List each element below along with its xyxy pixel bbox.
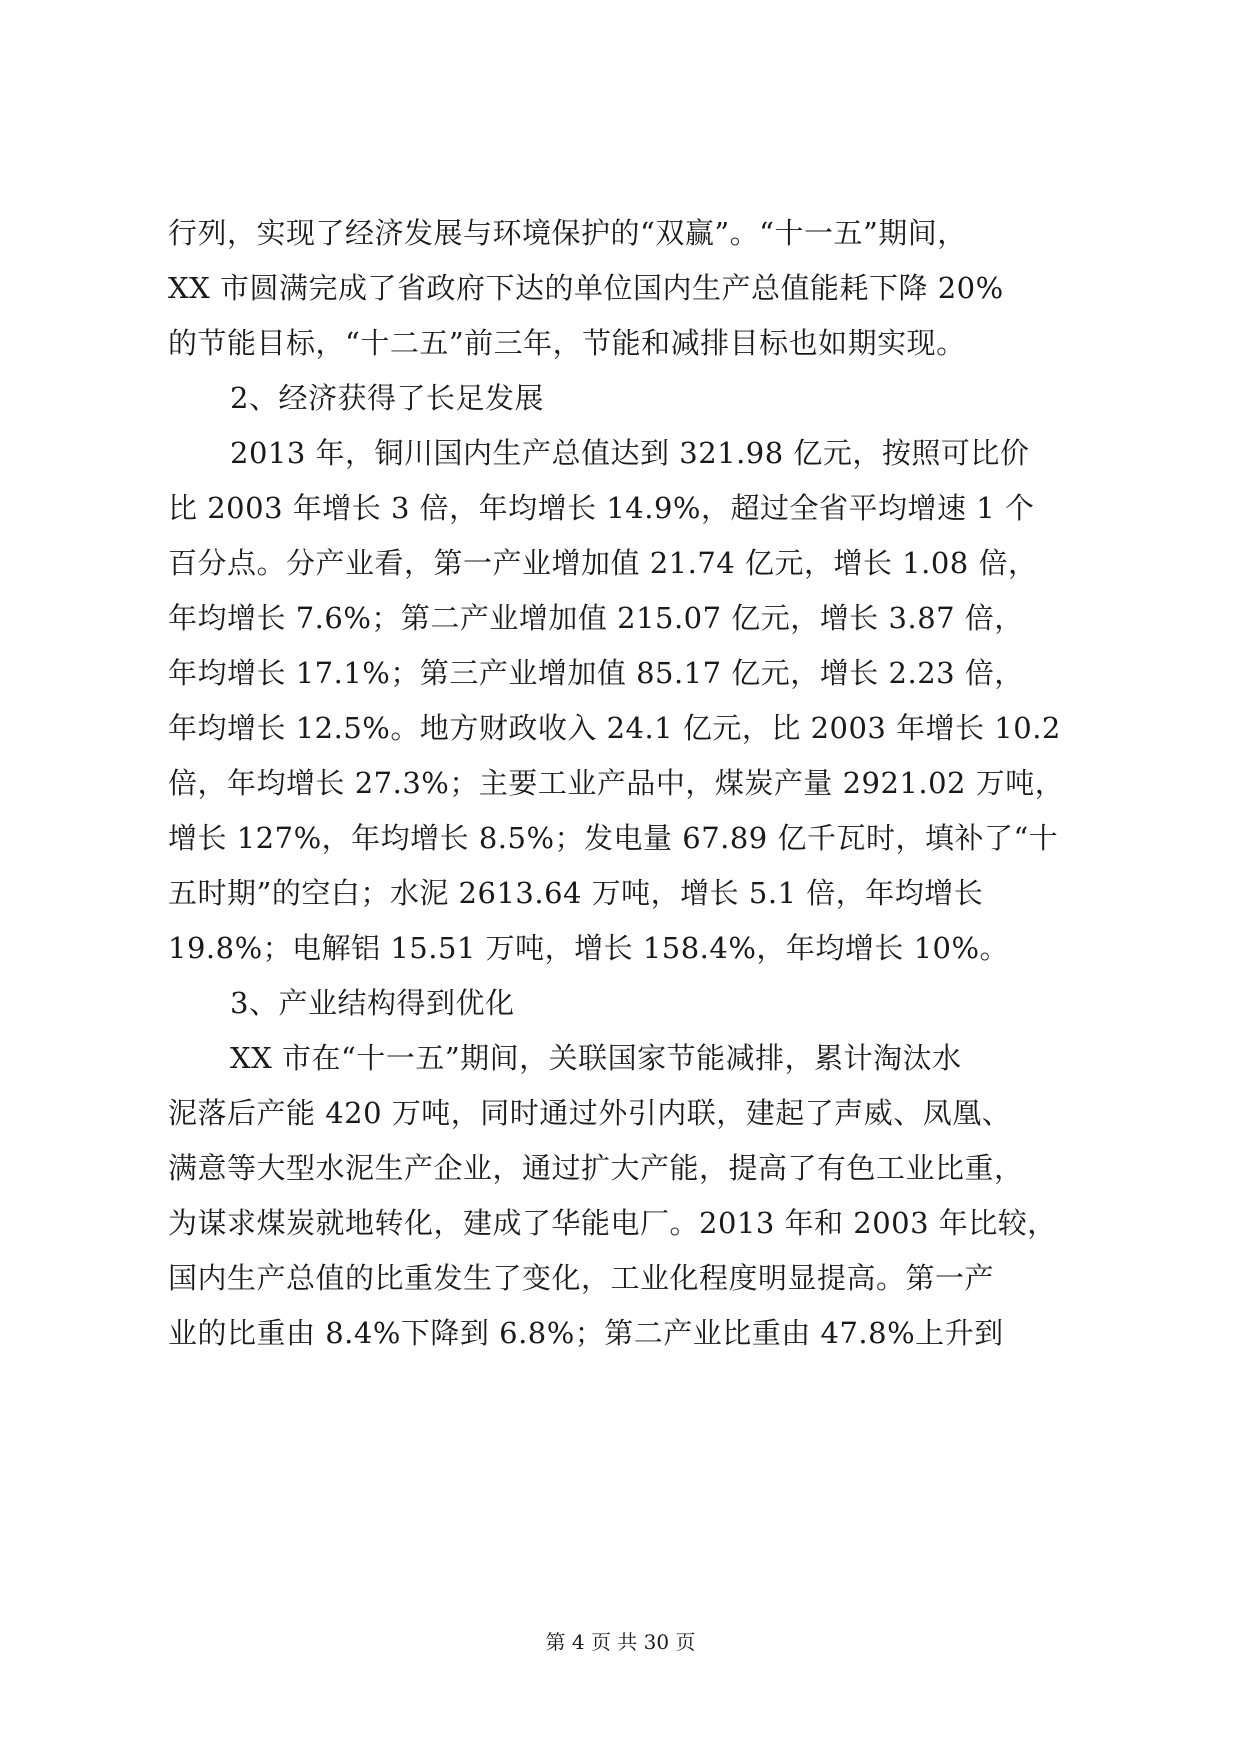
text-line: 年均增长 7.6%；第二产业增加值 215.07 亿元，增长 3.87 倍， (168, 601, 1024, 635)
text-line: 满意等大型水泥生产企业，通过扩大产能，提高了有色工业比重， (168, 1151, 1024, 1185)
text-line: 的节能目标，“十二五”前三年，节能和减排目标也如期实现。 (168, 326, 966, 360)
text-line: 行列，实现了经济发展与环境保护的“双赢”。“十一五”期间， (168, 216, 967, 250)
text-line: 倍，年均增长 27.3%；主要工业产品中，煤炭产量 2921.02 万吨， (168, 766, 1065, 800)
paragraph-first-line: 2013 年，铜川国内生产总值达到 321.98 亿元，按照可比价 (230, 436, 1030, 470)
page-footer: 第 4 页 共 30 页 (545, 1630, 696, 1654)
text-line: 19.8%；电解铝 15.51 万吨，增长 158.4%，年均增长 10%。 (168, 931, 1010, 965)
text-line: 为谋求煤炭就地转化，建成了华能电厂。2013 年和 2003 年比较， (168, 1206, 1057, 1240)
text-line: 业的比重由 8.4%下降到 6.8%；第二产业比重由 47.8%上升到 (168, 1316, 1004, 1350)
text-line: 国内生产总值的比重发生了变化，工业化程度明显提高。第一产 (168, 1261, 995, 1295)
text-line: XX 市圆满完成了省政府下达的单位国内生产总值能耗下降 20% (168, 271, 1004, 305)
text-line: 年均增长 17.1%；第三产业增加值 85.17 亿元，增长 2.23 倍， (168, 656, 1024, 690)
section-heading: 2、经济获得了长足发展 (230, 381, 544, 415)
text-line: 泥落后产能 420 万吨，同时通过外引内联，建起了声威、凤凰、 (168, 1096, 1012, 1130)
text-line: 五时期”的空白；水泥 2613.64 万吨，增长 5.1 倍，年均增长 (168, 876, 984, 910)
text-line: 增长 127%，年均增长 8.5%；发电量 67.89 亿千瓦时，填补了“十 (168, 821, 1059, 855)
paragraph-first-line: XX 市在“十一五”期间，关联国家节能减排，累计淘汰水 (230, 1041, 962, 1075)
text-line: 年均增长 12.5%。地方财政收入 24.1 亿元，比 2003 年增长 10.2 (168, 711, 1061, 745)
text-line: 比 2003 年增长 3 倍，年均增长 14.9%，超过全省平均增速 1 个 (168, 491, 1035, 525)
text-line: 百分点。分产业看，第一产业增加值 21.74 亿元，增长 1.08 倍， (168, 546, 1038, 580)
section-heading: 3、产业结构得到优化 (230, 986, 515, 1020)
